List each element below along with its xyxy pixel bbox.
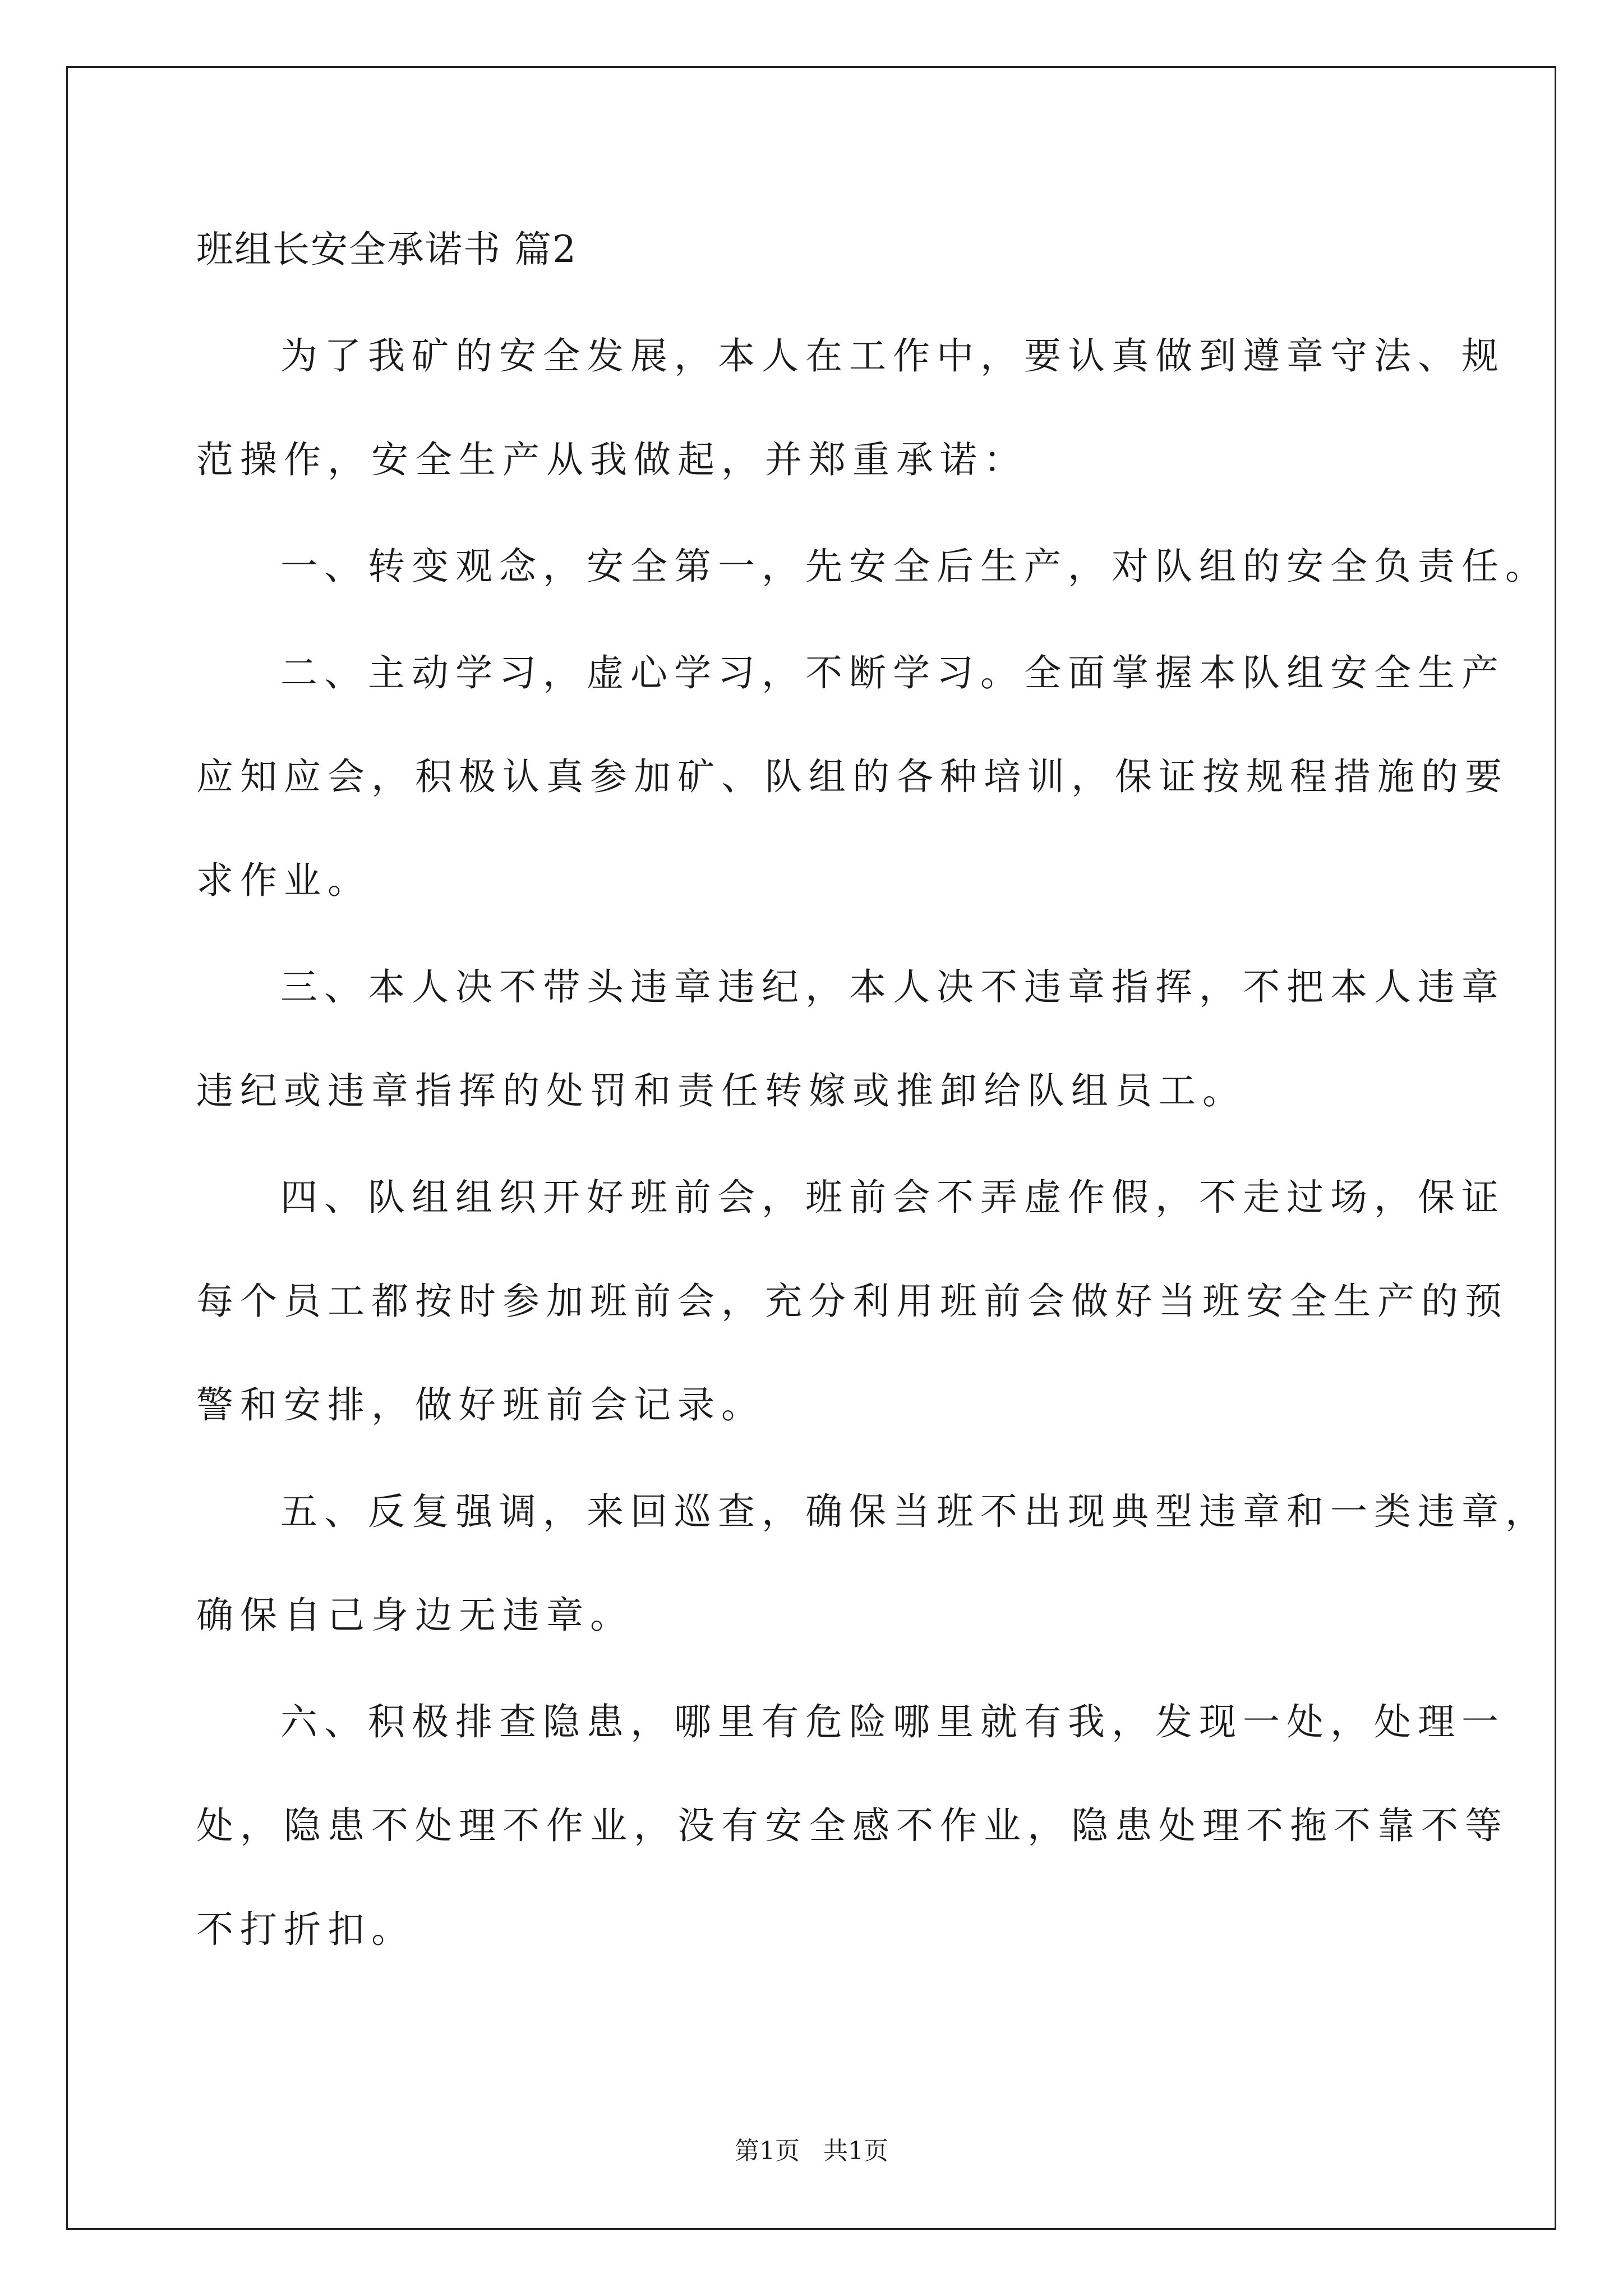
paragraph-line: 处，隐患不处理不作业，没有安全感不作业，隐患处理不拖不靠不等 — [196, 1804, 1509, 1847]
document-title: 班组长安全承诺书 篇2 — [196, 228, 577, 271]
paragraph-line: 应知应会，积极认真参加矿、队组的各种培训，保证按规程措施的要 — [196, 755, 1509, 798]
paragraph-line: 确保自己身边无违章。 — [196, 1594, 634, 1637]
paragraph-line: 警和安排，做好班前会记录。 — [196, 1383, 765, 1427]
paragraph-line: 五、反复强调，来回巡查，确保当班不出现典型违章和一类违章， — [280, 1490, 1549, 1533]
paragraph-line: 四、队组组织开好班前会，班前会不弄虚作假，不走过场，保证 — [280, 1176, 1505, 1219]
paragraph-line: 范操作，安全生产从我做起，并郑重承诺： — [196, 438, 1027, 481]
paragraph-line: 二、主动学习，虚心学习，不断学习。全面掌握本队组安全生产 — [280, 651, 1505, 694]
paragraph-line: 一、转变观念，安全第一，先安全后生产，对队组的安全负责任。 — [280, 545, 1549, 588]
paragraph-line: 三、本人决不带头违章违纪，本人决不违章指挥，不把本人违章 — [280, 965, 1505, 1009]
paragraph-line: 求作业。 — [196, 859, 371, 902]
paragraph-line: 为了我矿的安全发展，本人在工作中，要认真做到遵章守法、规 — [280, 334, 1505, 378]
page-number-footer: 第1页 共1页 — [735, 2137, 888, 2165]
paragraph-line: 六、积极排查隐患，哪里有危险哪里就有我，发现一处，处理一 — [280, 1700, 1505, 1743]
paragraph-line: 不打折扣。 — [196, 1908, 415, 1951]
paragraph-line: 每个员工都按时参加班前会，充分利用班前会做好当班安全生产的预 — [196, 1280, 1509, 1323]
paragraph-line: 违纪或违章指挥的处罚和责任转嫁或推卸给队组员工。 — [196, 1069, 1246, 1112]
